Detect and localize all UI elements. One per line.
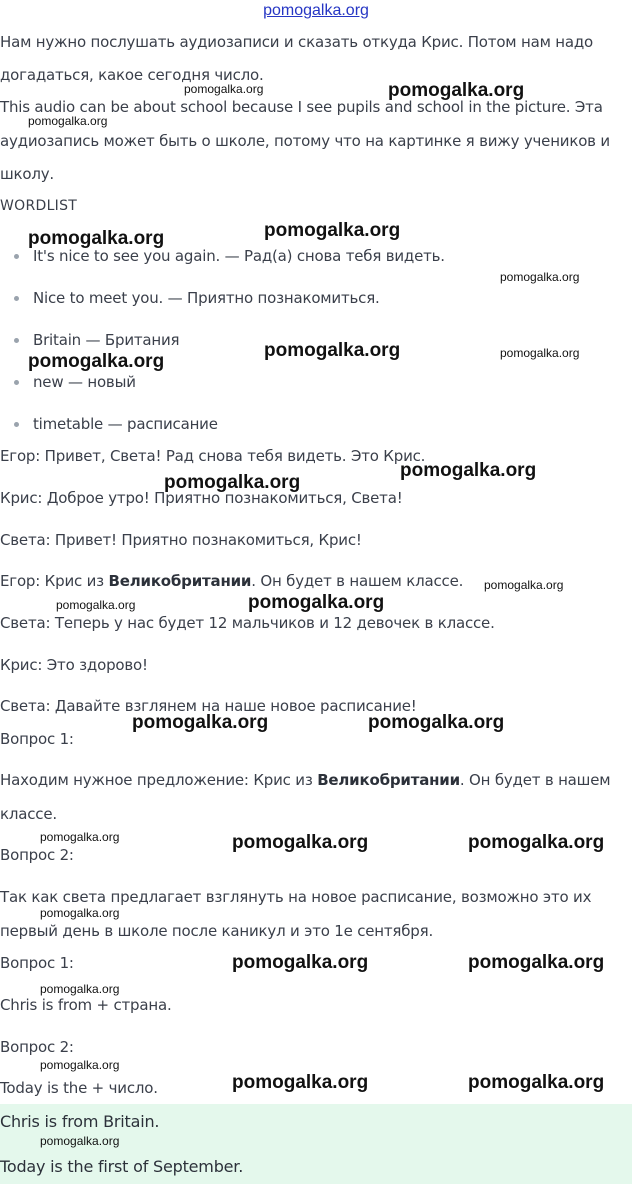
explanation-1-line-1 — [0, 771, 610, 789]
explanation-text: Находим нужное предложение: Крис из — [0, 771, 318, 789]
wordlist-item-text: timetable — расписание — [33, 415, 218, 433]
template-2-label: Вопрос 2: — [0, 1038, 74, 1056]
dialogue-bold-text: Великобритании — [108, 572, 252, 590]
watermark-text: pomogalka.org — [468, 832, 605, 853]
intro-line-2: догадаться, какое сегодня число. — [0, 66, 264, 84]
explanation-1-line-2: классе. — [0, 805, 57, 823]
watermark-text: pomogalka.org — [500, 270, 580, 284]
watermark-text: pomogalka.org — [264, 220, 401, 241]
site-header-link[interactable]: pomogalka.org — [263, 2, 369, 19]
watermark-text: pomogalka.org — [248, 592, 385, 613]
bullet-icon — [14, 254, 19, 259]
watermark-text: pomogalka.org — [368, 712, 505, 733]
wordlist-heading: WORDLIST — [0, 198, 78, 214]
template-2-text: Today is the + число. — [0, 1079, 158, 1097]
watermark-text: pomogalka.org — [264, 340, 401, 361]
watermark-text: pomogalka.org — [484, 578, 564, 592]
watermark-text: pomogalka.org — [28, 228, 165, 249]
watermark-text: pomogalka.org — [164, 472, 301, 493]
explanation-2-line-1: Так как света предлагает взглянуть на новое расписание, возможно это их — [0, 888, 592, 906]
watermark-text: pomogalka.org — [132, 712, 269, 733]
intro-line-4: аудиозапись может быть о школе, потому что на картинке я вижу учеников и — [0, 132, 610, 150]
explanation-bold-text: Великобритании — [317, 771, 460, 789]
wordlist-item-text: It's nice to see you again. — Рад(а) снова тебя видеть. — [33, 247, 445, 265]
answer-1: Chris is from Britain. — [0, 1112, 160, 1131]
watermark-text: pomogalka.org — [468, 1072, 605, 1093]
wordlist-item-text: Nice to meet you. — Приятно познакомиться. — [33, 289, 380, 307]
watermark-text: pomogalka.org — [500, 346, 580, 360]
watermark-text: pomogalka.org — [184, 82, 264, 96]
dialogue-line: Света: Давайте взглянем на наше новое расписание! — [0, 697, 417, 715]
watermark-text: pomogalka.org — [40, 1058, 120, 1072]
watermark-text: pomogalka.org — [232, 832, 369, 853]
explanation-text: . Он будет в нашем — [459, 771, 611, 789]
wordlist-item-text: Britain — Британия — [33, 331, 180, 349]
watermark-text: pomogalka.org — [56, 598, 136, 612]
intro-line-3: This audio can be about school because I see pupils and school in the picture. Эта — [0, 98, 603, 116]
watermark-text: pomogalka.org — [388, 80, 525, 101]
intro-line-5: школу. — [0, 165, 54, 183]
dialogue-line — [0, 572, 463, 590]
question-2-label: Вопрос 2: — [0, 846, 74, 864]
template-1-text: Chris is from + страна. — [0, 996, 172, 1014]
bullet-icon — [14, 338, 19, 343]
watermark-text: pomogalka.org — [232, 1072, 369, 1093]
answer-2: Today is the first of September. — [0, 1157, 244, 1176]
question-1-label: Вопрос 1: — [0, 730, 74, 748]
dialogue-line: Егор: Привет, Света! Рад снова тебя видеть. Это Крис. — [0, 447, 426, 465]
watermark-text: pomogalka.org — [400, 460, 537, 481]
watermark-text: pomogalka.org — [28, 351, 165, 372]
dialogue-text: Егор: Крис из — [0, 572, 109, 590]
dialogue-line: Света: Теперь у нас будет 12 мальчиков и 12 девочек в классе. — [0, 614, 495, 632]
watermark-text: pomogalka.org — [28, 114, 108, 128]
watermark-text: pomogalka.org — [468, 952, 605, 973]
dialogue-line: Крис: Доброе утро! Приятно познакомиться, Света! — [0, 489, 403, 507]
wordlist-item-text: new — новый — [33, 373, 136, 391]
dialogue-line: Крис: Это здорово! — [0, 656, 148, 674]
watermark-text: pomogalka.org — [40, 906, 120, 920]
dialogue-text: . Он будет в нашем классе. — [251, 572, 464, 590]
intro-line-1: Нам нужно послушать аудиозаписи и сказать откуда Крис. Потом нам надо — [0, 33, 594, 51]
template-1-label: Вопрос 1: — [0, 954, 74, 972]
watermark-text: pomogalka.org — [40, 1134, 120, 1148]
watermark-text: pomogalka.org — [232, 952, 369, 973]
watermark-text: pomogalka.org — [40, 830, 120, 844]
bullet-icon — [14, 296, 19, 301]
explanation-2-line-2: первый день в школе после каникул и это 1е сентября. — [0, 922, 434, 940]
bullet-icon — [14, 380, 19, 385]
watermark-text: pomogalka.org — [40, 982, 120, 996]
bullet-icon — [14, 422, 19, 427]
dialogue-line: Света: Привет! Приятно познакомиться, Крис! — [0, 531, 362, 549]
